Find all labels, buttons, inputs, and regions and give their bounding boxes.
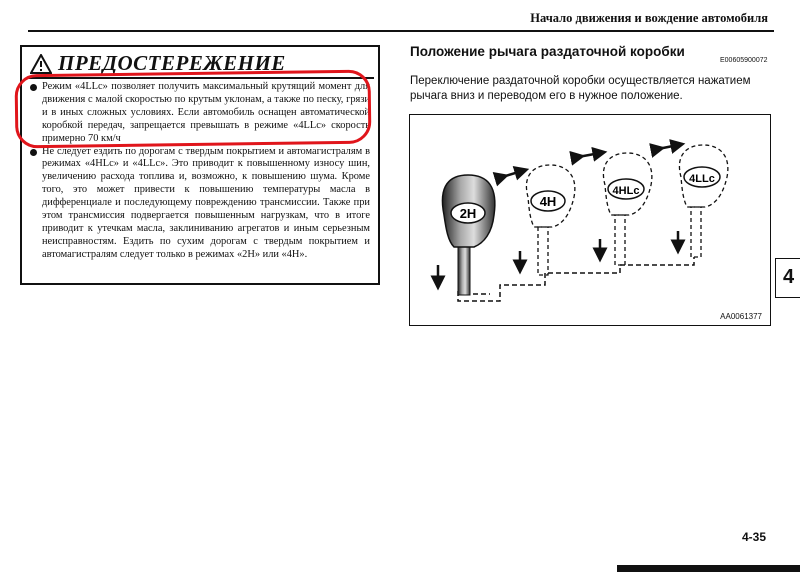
warning-bullet-text: Режим «4LLc» позволяет получить максимальный крутящий момент для движения с малой скоростью по крутым уклонам, а также по песку, грязи и в иных сложных условиях. Если автомобиль оснащен автоматической коробкой передач, запрещается превышать в режиме «4LLc» скорость примерно 70 км/ч <box>42 81 370 144</box>
section-code: E00605900072 <box>720 57 768 64</box>
warning-bullet-text: Не следует ездить по дорогам с твердым покрытием и автомагистралям в режимах «4HLc» и «4LLc». Это приводит к повышенному износу шин, увеличению расхода топлива и, возможно, к повышению шума. Кроме того, это может привести к повышению температуры масла в дифференциале и последующему повреждению трансмиссии. Также при этом трансмиссия подвергается повышенным нагрузкам, что в итоге приводит к утечкам масла, заклиниванию агрегатов и иным серьезным неисправностям. Ездить по сухим дорогам с твердым покрытием и автомагистралям следует только в режимах «2H» или «4H». <box>42 145 370 260</box>
warning-triangle-icon <box>30 54 52 74</box>
lever-4llc <box>679 145 727 257</box>
lateral-shift-arrows <box>502 145 678 177</box>
bullet-dot-icon <box>30 149 37 156</box>
section-body: Переключение раздаточной коробки осуществляется нажатием рычага вниз и переводом его в нужное положение. <box>410 75 751 102</box>
lever-4hlc <box>603 153 651 265</box>
figure-code: AA0061377 <box>720 312 762 321</box>
section-title: Положение рычага раздаточной коробки <box>410 44 685 59</box>
position-label-4llc: 4LLc <box>689 173 715 185</box>
position-label-4hlc: 4HLc <box>612 185 640 197</box>
red-highlight-ring <box>15 70 372 149</box>
lever-2h <box>442 175 494 295</box>
footer-bar <box>617 565 800 572</box>
header-rule <box>28 30 774 32</box>
position-label-2h: 2H <box>459 206 477 221</box>
chapter-tab-number: 4 <box>783 266 795 288</box>
transfer-lever-figure <box>409 114 771 326</box>
shift-gate-path <box>458 257 694 301</box>
transfer-lever-diagram <box>410 115 770 325</box>
lever-4h <box>526 165 574 275</box>
chapter-tab <box>775 258 800 298</box>
shift-gate-path <box>468 291 490 294</box>
page-number: 4-35 <box>741 530 766 544</box>
position-label-4h: 4H <box>539 194 557 209</box>
running-header: Начало движения и вождение автомобиля <box>530 11 768 25</box>
warning-bullet <box>28 146 370 262</box>
warning-title: ПРЕДОСТЕРЕЖЕНИЕ <box>58 51 286 75</box>
